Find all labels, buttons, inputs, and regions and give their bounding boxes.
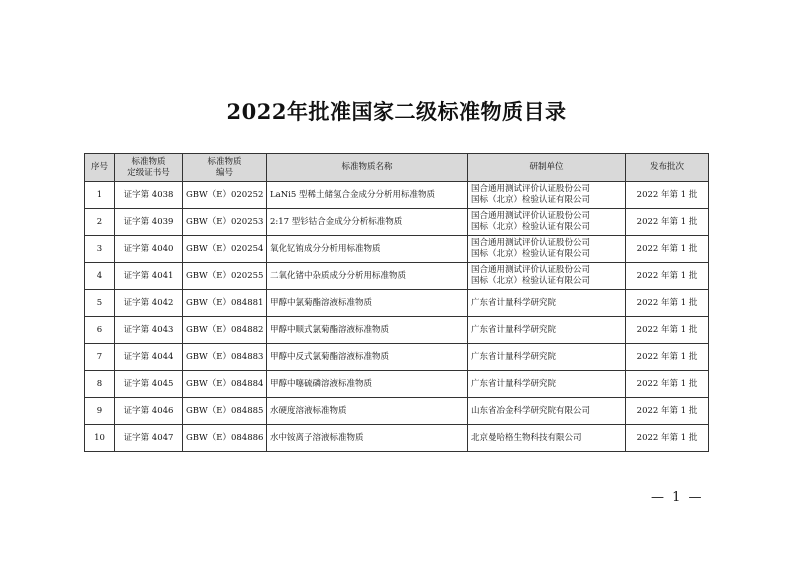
developer-line: 国标（北京）检验认证有限公司: [471, 249, 591, 259]
cell-material-code: GBW（E）084882: [183, 317, 267, 344]
table-row: [85, 236, 709, 263]
cell-release-batch: 2022 年第 1 批: [626, 425, 709, 452]
table-row: [85, 371, 709, 398]
cell-developer: [468, 398, 626, 425]
cell-certificate-number: 证字第 4047: [115, 425, 183, 452]
developer-line: 山东省冶金科学研究院有限公司: [471, 405, 591, 416]
cell-serial-number: 1: [85, 182, 115, 209]
cell-serial-number: 2: [85, 209, 115, 236]
developer-line: 国合通用测试评价认证股份公司: [471, 184, 591, 194]
cell-material-name: 甲醇中氯菊酯溶液标准物质: [267, 290, 468, 317]
table-row: [85, 209, 709, 236]
header-material-name: 标准物质名称: [267, 154, 468, 182]
cell-release-batch: 2022 年第 1 批: [626, 371, 709, 398]
cell-serial-number: 5: [85, 290, 115, 317]
table-row: [85, 425, 709, 452]
cell-developer: [468, 371, 626, 398]
header-release-batch: 发布批次: [626, 154, 709, 182]
header-developer: 研制单位: [468, 154, 626, 182]
cell-release-batch: 2022 年第 1 批: [626, 398, 709, 425]
cell-material-code: GBW（E）020254: [183, 236, 267, 263]
cell-developer: [468, 263, 626, 290]
header-material-code-line1: 标准物质: [207, 156, 242, 167]
document-title: 2022年批准国家二级标准物质目录: [226, 99, 567, 124]
cell-certificate-number: 证字第 4044: [115, 344, 183, 371]
developer-line: 北京曼哈格生物科技有限公司: [471, 432, 582, 443]
cell-material-name: 水中铵离子溶液标准物质: [267, 425, 468, 452]
cell-material-code: GBW（E）020255: [183, 263, 267, 290]
cell-material-code: GBW（E）084885: [183, 398, 267, 425]
cell-certificate-number: 证字第 4043: [115, 317, 183, 344]
cell-material-code: GBW（E）084881: [183, 290, 267, 317]
header-material-code: [183, 154, 267, 182]
page-number: — 1 —: [651, 490, 704, 505]
cell-serial-number: 6: [85, 317, 115, 344]
table-header-row: [85, 154, 709, 182]
developer-line: 国标（北京）检验认证有限公司: [471, 195, 591, 205]
cell-release-batch: 2022 年第 1 批: [626, 182, 709, 209]
cell-material-code: GBW（E）084883: [183, 344, 267, 371]
developer-line: 广东省计量科学研究院: [471, 324, 557, 335]
reference-material-table: [84, 153, 709, 452]
cell-material-name: LaNi5 型稀土储氢合金成分分析用标准物质: [267, 182, 468, 209]
developer-line: 广东省计量科学研究院: [471, 351, 557, 362]
cell-material-name: 二氧化锗中杂质成分分析用标准物质: [267, 263, 468, 290]
cell-certificate-number: 证字第 4045: [115, 371, 183, 398]
cell-developer: [468, 317, 626, 344]
table-row: [85, 398, 709, 425]
developer-line: 国合通用测试评价认证股份公司: [471, 211, 591, 221]
header-serial-number: 序号: [85, 154, 115, 182]
table-row: [85, 182, 709, 209]
cell-material-code: GBW（E）084884: [183, 371, 267, 398]
cell-developer: [468, 344, 626, 371]
cell-serial-number: 8: [85, 371, 115, 398]
developer-line: 国标（北京）检验认证有限公司: [471, 222, 591, 232]
cell-serial-number: 7: [85, 344, 115, 371]
cell-certificate-number: 证字第 4042: [115, 290, 183, 317]
header-certificate-number-line2: 定级证书号: [127, 167, 170, 178]
developer-line: 广东省计量科学研究院: [471, 378, 557, 389]
cell-certificate-number: 证字第 4040: [115, 236, 183, 263]
developer-line: 国合通用测试评价认证股份公司: [471, 238, 591, 248]
cell-material-name: 水硬度溶液标准物质: [267, 398, 468, 425]
table-row: [85, 317, 709, 344]
cell-material-name: 甲醇中反式氯菊酯溶液标准物质: [267, 344, 468, 371]
cell-certificate-number: 证字第 4041: [115, 263, 183, 290]
cell-release-batch: 2022 年第 1 批: [626, 236, 709, 263]
cell-material-code: GBW（E）020252: [183, 182, 267, 209]
cell-certificate-number: 证字第 4046: [115, 398, 183, 425]
header-material-code-line2: 编号: [215, 167, 233, 178]
cell-developer: [468, 425, 626, 452]
developer-line: 国合通用测试评价认证股份公司: [471, 265, 591, 275]
cell-serial-number: 4: [85, 263, 115, 290]
cell-certificate-number: 证字第 4038: [115, 182, 183, 209]
cell-release-batch: 2022 年第 1 批: [626, 344, 709, 371]
cell-release-batch: 2022 年第 1 批: [626, 209, 709, 236]
cell-developer: [468, 209, 626, 236]
cell-material-name: 甲醇中顺式氯菊酯溶液标准物质: [267, 317, 468, 344]
developer-line: 广东省计量科学研究院: [471, 297, 557, 308]
developer-line: 国标（北京）检验认证有限公司: [471, 276, 591, 286]
cell-material-code: GBW（E）084886: [183, 425, 267, 452]
table-row: [85, 344, 709, 371]
cell-release-batch: 2022 年第 1 批: [626, 290, 709, 317]
cell-material-name: 氧化钇铕成分分析用标准物质: [267, 236, 468, 263]
cell-certificate-number: 证字第 4039: [115, 209, 183, 236]
cell-developer: [468, 236, 626, 263]
cell-developer: [468, 290, 626, 317]
table-row: [85, 263, 709, 290]
cell-serial-number: 10: [85, 425, 115, 452]
cell-release-batch: 2022 年第 1 批: [626, 263, 709, 290]
cell-material-code: GBW（E）020253: [183, 209, 267, 236]
cell-release-batch: 2022 年第 1 批: [626, 317, 709, 344]
header-certificate-number-line1: 标准物质: [131, 156, 166, 167]
table-row: [85, 290, 709, 317]
header-certificate-number: [115, 154, 183, 182]
cell-developer: [468, 182, 626, 209]
cell-serial-number: 9: [85, 398, 115, 425]
cell-material-name: 甲醇中噻硫磷溶液标准物质: [267, 371, 468, 398]
cell-serial-number: 3: [85, 236, 115, 263]
cell-material-name: 2:17 型钐钴合金成分分析标准物质: [267, 209, 468, 236]
